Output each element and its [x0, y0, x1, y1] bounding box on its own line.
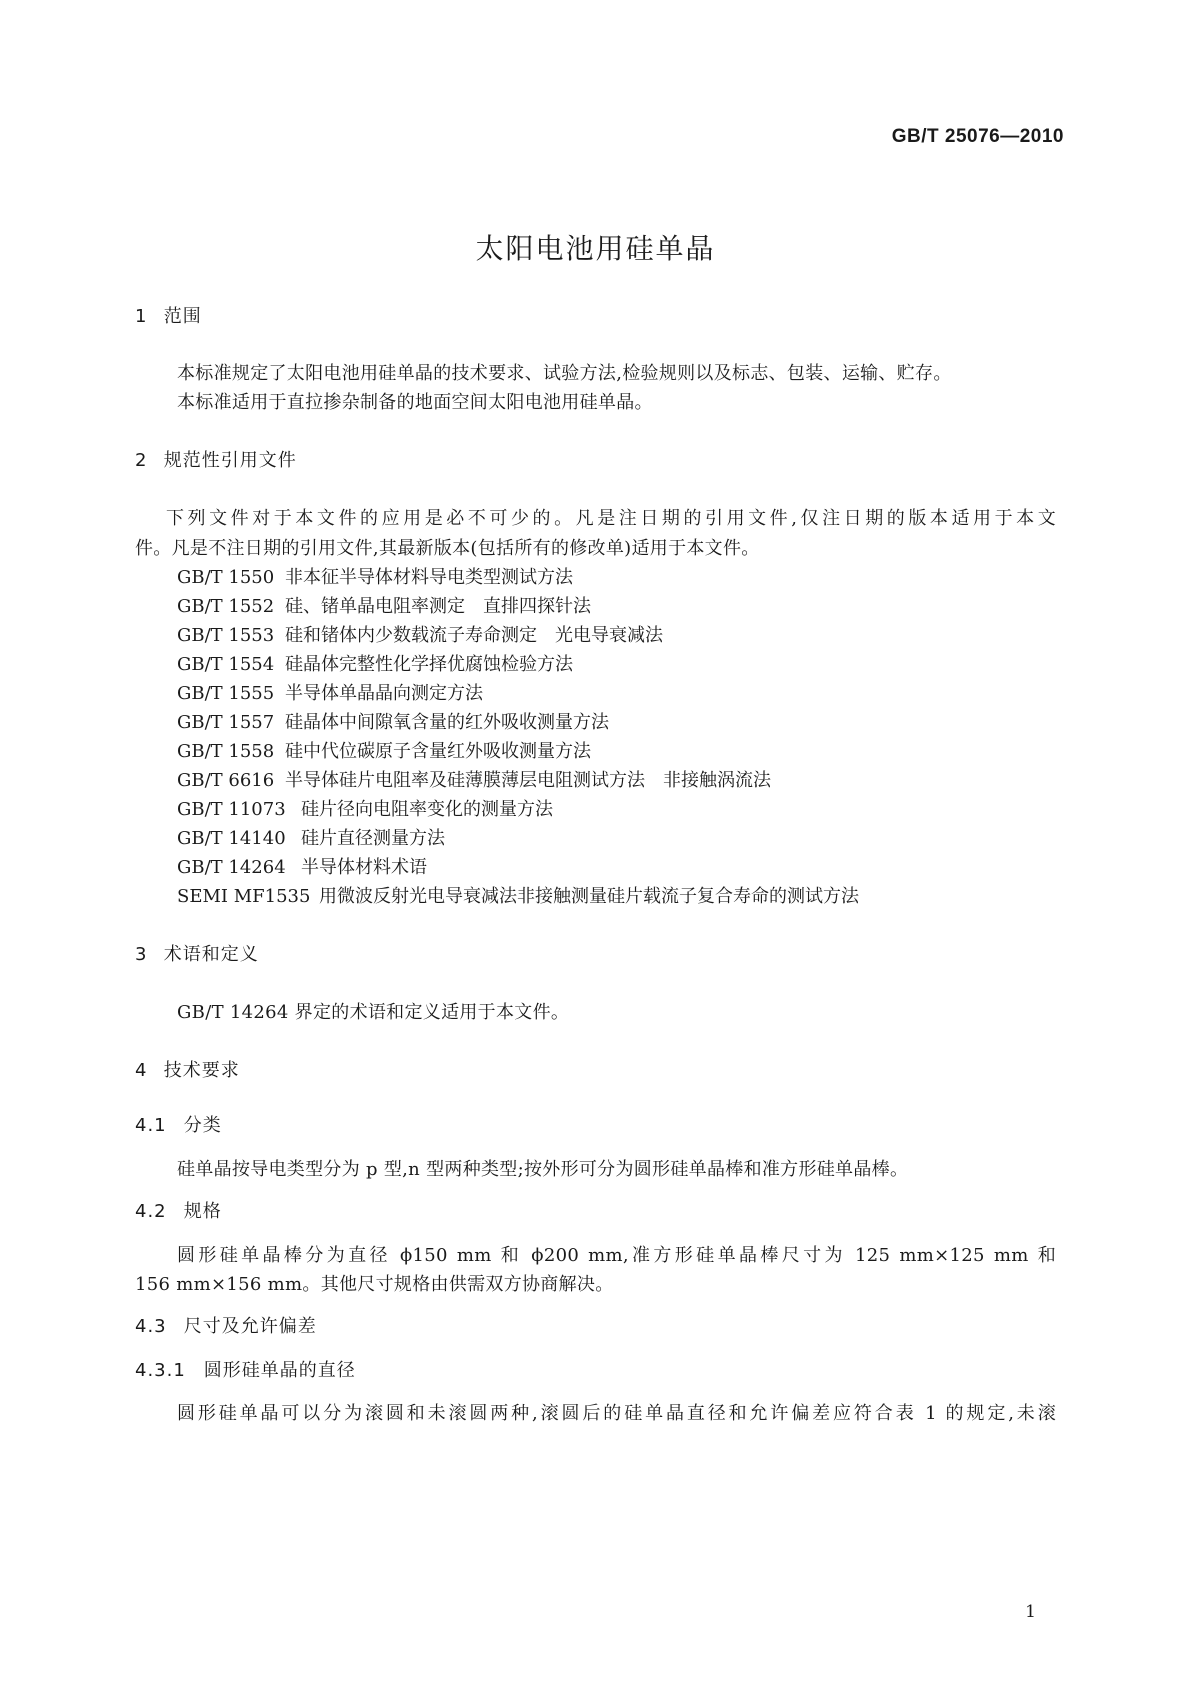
reference-item: [177, 737, 591, 763]
reference-item: [177, 853, 427, 879]
reference-title: 硅中代位碳原子含量红外吸收测量方法: [285, 741, 591, 762]
reference-title: 硅晶体中间隙氧含量的红外吸收测量方法: [285, 712, 609, 733]
section-4-2-line-1: 圆形硅单晶棒分为直径 ϕ150 mm 和 ϕ200 mm,准方形硅单晶棒尺寸为 125 mm×125 mm 和: [177, 1245, 1056, 1266]
section-title: 规格: [183, 1201, 222, 1222]
section-title: 规范性引用文件: [163, 450, 297, 471]
reference-title: 非本征半导体材料导电类型测试方法: [285, 567, 573, 588]
section-4-3-1-heading: [135, 1356, 356, 1382]
document-title: 太阳电池用硅单晶: [475, 232, 716, 265]
reference-code: GB/T 6616: [177, 770, 275, 791]
section-1-heading: [135, 302, 202, 328]
section-number: 4.2: [135, 1201, 167, 1222]
section-title: 技术要求: [163, 1060, 240, 1081]
reference-title: 半导体硅片电阻率及硅薄膜薄层电阻测试方法 非接触涡流法: [285, 770, 771, 791]
section-3-paragraph: GB/T 14264 界定的术语和定义适用于本文件。: [177, 1002, 570, 1023]
reference-code: SEMI MF1535: [177, 886, 311, 907]
section-4-2-heading: [135, 1197, 222, 1223]
section-3-heading: [135, 940, 259, 966]
standard-code: GB/T 25076—2010: [891, 126, 1064, 147]
section-4-1-paragraph: 硅单晶按导电类型分为 p 型,n 型两种类型;按外形可分为圆形硅单晶棒和准方形硅单晶棒。: [177, 1159, 909, 1180]
reference-title: 硅和锗体内少数载流子寿命测定 光电导衰减法: [285, 625, 663, 646]
section-4-heading: [135, 1056, 240, 1082]
reference-code: GB/T 1554: [177, 654, 275, 675]
reference-item: [177, 824, 445, 850]
reference-code: GB/T 1553: [177, 625, 275, 646]
reference-code: GB/T 1555: [177, 683, 275, 704]
section-4-3-heading: [135, 1312, 317, 1338]
reference-item: [177, 795, 553, 821]
reference-title: 半导体材料术语: [301, 857, 427, 878]
reference-title: 硅片直径测量方法: [301, 828, 445, 849]
section-title: 范围: [163, 306, 202, 327]
page-number: 1: [1025, 1602, 1036, 1622]
section-number: 4.3.1: [135, 1360, 186, 1381]
section-title: 尺寸及允许偏差: [183, 1316, 317, 1337]
section-4-3-1-line-1: 圆形硅单晶可以分为滚圆和未滚圆两种,滚圆后的硅单晶直径和允许偏差应符合表 1 的规定,未滚: [177, 1403, 1056, 1424]
section-4-2-line-2: 156 mm×156 mm。其他尺寸规格由供需双方协商解决。: [135, 1274, 614, 1295]
section-4-1-heading: [135, 1111, 222, 1137]
reference-code: GB/T 11073: [177, 799, 286, 820]
reference-item: [177, 708, 609, 734]
reference-item: [177, 592, 591, 618]
reference-code: GB/T 14140: [177, 828, 286, 849]
section-number: 4: [135, 1060, 148, 1081]
section-number: 4.1: [135, 1115, 167, 1136]
reference-item: [177, 621, 663, 647]
reference-title: 硅晶体完整性化学择优腐蚀检验方法: [285, 654, 573, 675]
section-2-intro-line-2: 件。凡是不注日期的引用文件,其最新版本(包括所有的修改单)适用于本文件。: [135, 538, 760, 559]
reference-item: [177, 882, 859, 908]
reference-title: 硅、锗单晶电阻率测定 直排四探针法: [285, 596, 591, 617]
reference-title: 半导体单晶晶向测定方法: [285, 683, 483, 704]
section-number: 3: [135, 944, 148, 965]
section-2-heading: [135, 446, 297, 472]
reference-title: 硅片径向电阻率变化的测量方法: [301, 799, 553, 820]
section-title: 术语和定义: [163, 944, 259, 965]
reference-title: 用微波反射光电导衰减法非接触测量硅片载流子复合寿命的测试方法: [319, 886, 859, 907]
section-number: 4.3: [135, 1316, 167, 1337]
reference-item: [177, 766, 771, 792]
section-title: 分类: [183, 1115, 222, 1136]
reference-code: GB/T 1552: [177, 596, 275, 617]
reference-code: GB/T 1550: [177, 567, 275, 588]
reference-code: GB/T 14264: [177, 857, 286, 878]
section-2-intro-line-1: 下列文件对于本文件的应用是必不可少的。凡是注日期的引用文件,仅注日期的版本适用于本文: [166, 508, 1056, 529]
section-number: 1: [135, 306, 148, 327]
section-number: 2: [135, 450, 148, 471]
section-1-paragraph-1: 本标准规定了太阳电池用硅单晶的技术要求、试验方法,检验规则以及标志、包装、运输、贮存。: [177, 363, 952, 384]
reference-code: GB/T 1557: [177, 712, 275, 733]
reference-item: [177, 650, 573, 676]
reference-item: [177, 563, 573, 589]
section-title: 圆形硅单晶的直径: [203, 1360, 356, 1381]
section-1-paragraph-2: 本标准适用于直拉掺杂制备的地面空间太阳电池用硅单晶。: [177, 392, 653, 413]
reference-code: GB/T 1558: [177, 741, 275, 762]
reference-item: [177, 679, 483, 705]
